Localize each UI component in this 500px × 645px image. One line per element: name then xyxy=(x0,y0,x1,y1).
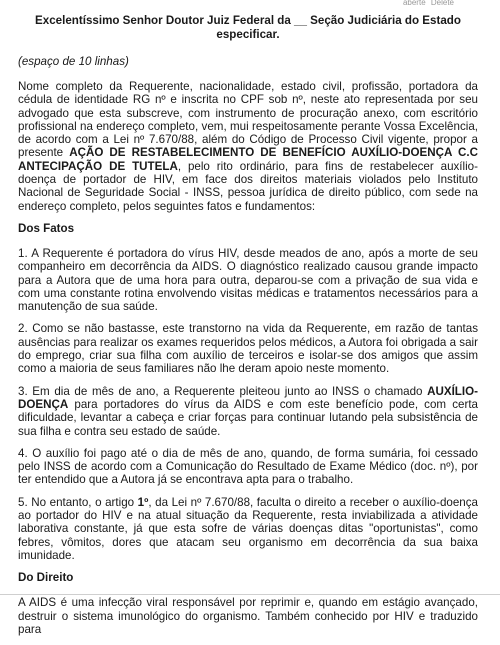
fact-paragraph-4: 4. O auxílio foi pago até o dia de mês de ano, quando, de forma sumária, foi cessado pelo INSS de acordo com a Comunicação do Resultado de Exame Médico (doc. nº), por ter entendido que a Autora já se encontrava apta para o trabalho. xyxy=(18,446,478,487)
intro-text-end: , pelo rito ordinário, para fins de restabelecer auxílio-doença de portador de HIV, em face dos direitos materiais violados pelo Instituto Nacional de Seguridade Social - INSS, pessoa jurídica de direito público, com sede na endereço completo, pelos seguintes fatos e fundamentos: xyxy=(18,159,478,213)
benefit-name: AUXÍLIO-DOENÇA xyxy=(18,384,478,411)
delete-tab[interactable]: Delete xyxy=(430,0,454,7)
space-note: (espaço de 10 linhas) xyxy=(18,55,129,68)
document-body xyxy=(18,14,478,645)
fact3-text-start: 3. Em dia de mês de ano, a Requerente pleiteou junto ao INSS o chamado xyxy=(18,384,428,398)
intro-paragraph xyxy=(18,80,478,213)
intro-text-start: Nome completo da Requerente, nacionalidade, estado civil, profissão, portadora da cédula de identidade RG nº e inscrita no CPF sob nº, neste ato representada por seu advogado que esta subscreve, com instrumento de procuração anexo, com escritório profissional na endereço completo, vem, mui respeitosamente perante Vossa Excelência, de acordo com a Lei nº 7.670/88, além do Código de Processo Civil vigente, propor a presente xyxy=(18,80,478,160)
law-heading: Do Direito xyxy=(18,571,74,585)
fact-paragraph-2: 2. Como se não bastasse, este transtorno na vida da Requerente, em razão de tantas ausências para realizar os exames requeridos pelos médicos, a Autora foi obrigada a sair do emprego, criar sua filha com auxílio de terceiros e isolar-se dos amigos que assim como a maioria de seus familiares não lhe deram apoio neste momento. xyxy=(18,322,478,376)
fact3-text-end: para portadores do vírus da AIDS e com este benefício pode, com certa dificuldade, levantar a cabeça e criar forças para continuar lutando pela subsistência de sua filha e contra seu estado de saúde. xyxy=(18,397,478,438)
fact-paragraph-3 xyxy=(18,385,478,438)
fact-paragraph-5 xyxy=(18,496,478,562)
article-number: 1º xyxy=(137,495,149,509)
law-paragraph-1: A AIDS é uma infecção viral responsável por reprimir e, quando em estágio avançado, destruir o sistema imunológico do organismo. Também conhecido por HIV e traduzido para xyxy=(18,596,478,636)
fact5-text-end: , da Lei nº 7.670/88, faculta o direito a receber o auxílio-doença ao portador do HIV e na atual situação da Requerente, resta inviabilizada a atividade laborativa constante, já que esta sofre de várias doenças ditas "oportunistas", como febres, vômitos, dores que atacam seu organismo em decorrência da sua baixa imunidade. xyxy=(18,495,478,562)
fact-paragraph-1: 1. A Requerente é portadora do vírus HIV, desde meados de ano, após a morte de seu companheiro em decorrência da AIDS. O diagnóstico realizado causou grande impacto para a Autora que de uma hora para outra, deparou-se com a privação de sua vida e com uma constante rotina envolvendo visitas médicas e tratamentos necessários para a manutenção de sua saúde. xyxy=(18,246,478,314)
edit-tabs xyxy=(400,0,454,7)
open-tab[interactable]: abertê xyxy=(402,0,426,7)
fact5-text-start: 5. No entanto, o artigo xyxy=(18,495,138,509)
document-title: Excelentíssimo Senhor Doutor Juiz Federal da __ Seção Judiciária do Estado especificar. xyxy=(35,14,461,41)
page-divider xyxy=(0,594,500,595)
top-bar xyxy=(0,0,500,8)
action-title: AÇÃO DE RESTABELECIMENTO DE BENEFÍCIO AUXÍLIO-DOENÇA C.C ANTECIPAÇÃO DE TUTELA xyxy=(18,146,478,173)
facts-heading: Dos Fatos xyxy=(18,221,75,235)
